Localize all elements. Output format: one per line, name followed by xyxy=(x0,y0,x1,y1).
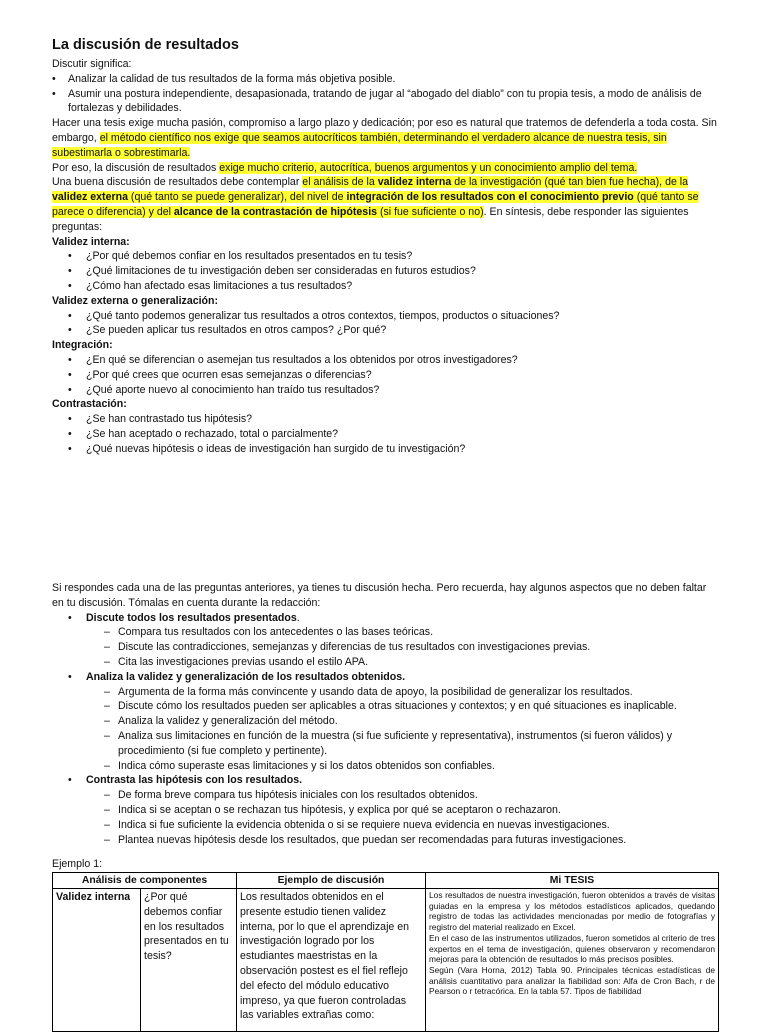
list-item: • ¿Qué aporte nuevo al conocimiento han traído tus resultados? xyxy=(52,383,718,398)
paragraph-criterio xyxy=(52,161,718,176)
text: Por eso, la discusión de resultados xyxy=(52,161,220,174)
discussion-cell xyxy=(237,889,426,1032)
cell-text: Los resultados obtenidos en el presente estudio tienen validez interna, por lo que el aprendizaje en investigación logrado por los estudiantes maestristas en la observación postest es el fiel reflejo del efecto del módulo educativo impreso, ya que fueron controladas las variables extrañas como: xyxy=(240,891,410,1022)
question-cell xyxy=(141,889,237,1032)
component-cell xyxy=(53,889,141,1032)
cell-text: ¿Por qué debemos confiar en los resultados presentados en tu tesis? xyxy=(144,891,229,963)
list-item: – Indica si fue suficiente la evidencia obtenida o si se requiere nueva evidencia en nuevas investigaciones. xyxy=(52,818,718,833)
question-group-validez-externa xyxy=(52,294,718,338)
highlight: el método científico nos exige que seamos autocríticos también, determinando el verdadero alcance de nuestra tesis, sin subestimarla o sobrestimarla. xyxy=(52,131,667,159)
list-item: • ¿Por qué crees que ocurren esas semejanzas o diferencias? xyxy=(52,368,718,383)
bold-term: validez externa xyxy=(52,191,128,204)
bold-term: validez interna xyxy=(377,176,452,189)
cell-text: Validez interna xyxy=(56,891,131,903)
list-item: • Analizar la calidad de tus resultados de la forma más objetiva posible. xyxy=(52,72,718,87)
text: Hacer una tesis exige mucha pasión, compromiso a largo plazo y dedicación; por eso es natural que tratemos de defenderla a toda costa. Sin embargo, xyxy=(52,117,717,144)
table-header-row xyxy=(53,873,719,889)
column-header: Análisis de componentes xyxy=(53,873,237,889)
list-item: – Analiza la validez y generalización del método. xyxy=(52,714,718,729)
highlight: exige mucho criterio, autocrítica, buenos argumentos y un conocimiento amplio del tema. xyxy=(219,161,638,174)
text: (si fue suficiente o no) xyxy=(377,205,484,218)
document-title: La discusión de resultados xyxy=(52,37,239,53)
list-item: – Indica si se aceptan o se rechazan tus hipótesis, y explica por qué se aceptaron o rechazaron. xyxy=(52,803,718,818)
question-group-contrastacion xyxy=(52,397,718,456)
list-item: • ¿En qué se diferencian o asemejan tus resultados a los obtenidos por otros investigadores? xyxy=(52,353,718,368)
bold-term: alcance de la contrastación de hipótesis xyxy=(173,205,378,218)
list-item: – Discute las contradicciones, semejanzas y diferencias de tus resultados con investigaciones previas. xyxy=(52,640,718,655)
column-header: Mi TESIS xyxy=(426,873,719,889)
column-header: Ejemplo de discusión xyxy=(237,873,426,889)
aspect-group xyxy=(52,611,718,670)
document-page xyxy=(52,36,718,457)
list-item: • ¿Se han aceptado o rechazado, total o parcialmente? xyxy=(52,427,718,442)
list-item: – Argumenta de la forma más convincente y usando data de apoyo, la posibilidad de generalizar los resultados. xyxy=(52,685,718,700)
question-heading: Validez externa o generalización: xyxy=(52,294,219,307)
paragraph-passion xyxy=(52,116,718,160)
tesis-paragraph: Los resultados de nuestra investigación, fueron obtenidos a través de visitas guiadas en la empresa y los métodos estadísticos aplicados, quedando registro de todas las actividades mencionadas por medio de fotografías y registro del material realizado en Excel. xyxy=(429,890,716,933)
list-item: • ¿Qué limitaciones de tu investigación deben ser consideradas en futuros estudios? xyxy=(52,264,718,279)
list-item: – De forma breve compara tus hipótesis iniciales con los resultados obtenidos. xyxy=(52,788,718,803)
aspect-label: Contrasta las hipótesis con los resultados. xyxy=(86,774,303,787)
aspects-intro: Si respondes cada una de las preguntas anteriores, ya tienes tu discusión hecha. Pero recuerda, hay algunos aspectos que no deben faltar en tu discusión. Tómalas en cuenta durante la redacción: xyxy=(52,582,707,609)
list-item: – Cita las investigaciones previas usando el estilo APA. xyxy=(52,655,718,670)
list-item: – Compara tus resultados con los antecedentes o las bases teóricas. xyxy=(52,625,718,640)
list-item: • ¿Cómo han afectado esas limitaciones a tus resultados? xyxy=(52,279,718,294)
list-item: • Asumir una postura independiente, desapasionada, tratando de jugar al “abogado del diablo” con tu propia tesis, a modo de análisis de fortalezas y debilidades. xyxy=(52,87,718,117)
list-item: • ¿Se pueden aplicar tus resultados en otros campos? ¿Por qué? xyxy=(52,323,718,338)
aspect-label: Discute todos los resultados presentados xyxy=(86,611,297,624)
paragraph-contemplar xyxy=(52,175,718,234)
tesis-paragraph: En el caso de las instrumentos utilizados, fueron sometidos al criterio de tres expertos en el tema de investigación, quienes observaron y recomendaron mejoras para la obtención de resultados lo más precisos posibles. xyxy=(429,932,716,965)
aspects-section xyxy=(52,581,718,847)
list-item: – Discute cómo los resultados pueden ser aplicables a otras situaciones y contextos; y en qué situaciones es inaplicable. xyxy=(52,699,718,714)
question-heading: Contrastación: xyxy=(52,398,127,411)
text: (qué tanto se puede generalizar), del nivel de xyxy=(127,191,347,204)
intro-lead: Discutir significa: xyxy=(52,58,132,70)
text: (qué tanto se parece o diferencia) y del xyxy=(52,191,699,218)
text: de la investigación (qué tan bien fue hecha), de la xyxy=(451,176,689,189)
aspect-group xyxy=(52,670,718,774)
question-heading: Validez interna: xyxy=(52,235,130,248)
text: . xyxy=(296,611,300,624)
text: Una buena discusión de resultados debe contemplar xyxy=(52,176,303,189)
text: el análisis de la xyxy=(302,176,378,189)
table-row xyxy=(53,889,719,1032)
aspect-label: Analiza la validez y generalización de los resultados obtenidos. xyxy=(86,670,406,683)
tesis-cell xyxy=(426,889,719,1032)
question-group-integracion xyxy=(52,338,718,397)
tesis-paragraph: Según (Vara Horna, 2012) Tabla 90. Principales técnicas estadísticas de análisis cuantitativo para analizar la fiabilidad son: Alfa de Cron Bach, r de Pearson o r tetracórica. En la tabla 57. Tipos de fiabilidad xyxy=(429,964,716,997)
example-label: Ejemplo 1: xyxy=(52,858,103,870)
list-item: – Plantea nuevas hipótesis desde los resultados, que puedan ser recomendadas para futuras investigaciones. xyxy=(52,833,718,848)
aspect-group xyxy=(52,773,718,847)
list-item: • ¿Qué tanto podemos generalizar tus resultados a otros contextos, tiempos, productos o situaciones? xyxy=(52,309,718,324)
list-item: – Indica cómo superaste esas limitaciones y si los datos obtenidos son confiables. xyxy=(52,759,718,774)
list-item: – Analiza sus limitaciones en función de la muestra (si fue suficiente y representativa), instrumentos (si fueron válidos) y procedimiento (si fue completo y pertinente). xyxy=(52,729,718,759)
list-item: • ¿Se han contrastado tus hipótesis? xyxy=(52,412,718,427)
question-group-validez-interna xyxy=(52,235,718,294)
tesis-text xyxy=(429,890,715,1030)
text: . En síntesis, debe responder las siguientes preguntas: xyxy=(52,205,689,233)
list-item: • ¿Qué nuevas hipótesis o ideas de investigación han surgido de tu investigación? xyxy=(52,442,718,457)
list-item: • ¿Por qué debemos confiar en los resultados presentados en tu tesis? xyxy=(52,249,718,264)
question-heading: Integración: xyxy=(52,339,113,352)
bold-term: integración de los resultados con el conocimiento previo xyxy=(346,191,634,204)
example-table xyxy=(52,872,719,1032)
intro-bullets xyxy=(52,72,718,116)
